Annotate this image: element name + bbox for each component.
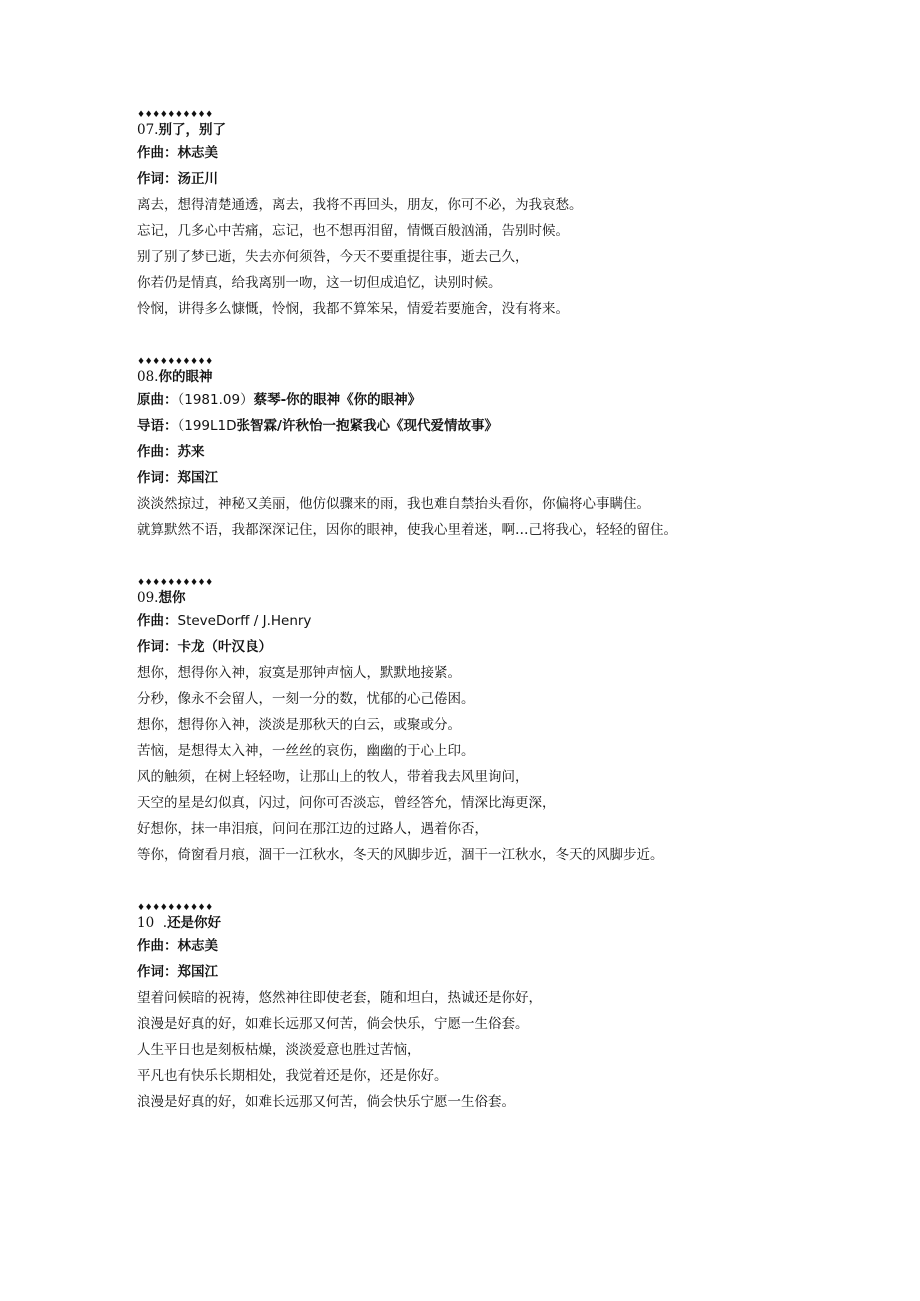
- section-divider: ♦♦♦♦♦♦♦♦♦♦: [137, 110, 213, 120]
- lyricist-credit: 作词：郑国江: [137, 964, 218, 980]
- lyricist-credit: 作词：卡龙（叶汉良）: [137, 639, 272, 655]
- composer-credit: 作曲：林志美: [137, 938, 218, 954]
- guide-credit: 导语：（199L1D张智霖/许秋怡一抱紧我心《现代爱情故事》: [137, 418, 498, 434]
- lyric-line: 苦恼，是想得太入神，一丝丝的哀伤，幽幽的于心上印。: [137, 743, 475, 759]
- lyric-line: 望着问候暗的祝祷，悠然神往即使老套，随和坦白，热诚还是你好，: [137, 990, 542, 1006]
- lyric-line: 等你，倚窗看月痕，涸干一江秋水，冬天的风脚步近，涸干一江秋水，冬天的风脚步近。: [137, 847, 664, 863]
- section-divider: ♦♦♦♦♦♦♦♦♦♦: [137, 578, 213, 588]
- lyric-line: 天空的星是幻似真，闪过，问你可否淡忘，曾经答允，情深比海更深，: [137, 795, 556, 811]
- song-title: 09.想你: [137, 590, 186, 606]
- lyric-line: 人生平日也是刻板枯燥，淡淡爱意也胜过苦恼，: [137, 1042, 421, 1058]
- lyric-line: 风的触须，在树上轻轻吻，让那山上的牧人，带着我去风里询问，: [137, 769, 529, 785]
- lyric-line: 浪漫是好真的好，如难长远那又何苦，倘会快乐，宁愿一生俗套。: [137, 1016, 529, 1032]
- song-section-08: [137, 353, 837, 543]
- lyric-line: 离去，想得清楚通透，离去，我将不再回头，朋友，你可不必，为我哀愁。: [137, 197, 583, 213]
- song-title: 10 .还是你好: [137, 915, 222, 931]
- composer-credit: 作曲：SteveDorff / J.Henry: [137, 613, 312, 629]
- song-section-09: [137, 574, 837, 868]
- lyric-line: 想你，想得你入神，淡淡是那秋天的白云，或聚或分。: [137, 717, 461, 733]
- lyric-line: 就算默然不语，我都深深记住，因你的眼神，使我心里着迷，啊…己将我心，轻轻的留住。: [137, 522, 677, 538]
- lyric-line: 怜悯，讲得多么慷慨，怜悯，我都不算笨呆，情爱若要施舍，没有将来。: [137, 301, 569, 317]
- lyricist-credit: 作词：汤正川: [137, 171, 218, 187]
- lyric-line: 忘记，几多心中苦痛，忘记，也不想再泪留，情慨百般汹涌，告别时候。: [137, 223, 569, 239]
- song-title: 08.你的眼神: [137, 369, 213, 385]
- lyric-line: 你若仍是情真，给我离别一吻，这一切但成追忆，诀别时候。: [137, 275, 502, 291]
- lyrics-document: [137, 106, 837, 1146]
- lyric-line: 想你，想得你入神，寂寞是那钟声恼人，默默地接紧。: [137, 665, 461, 681]
- song-title: 07.别了，别了: [137, 122, 226, 138]
- section-divider: ♦♦♦♦♦♦♦♦♦♦: [137, 357, 213, 367]
- origin-credit: 原曲：（1981.09）蔡琴-你的眼神《你的眼神》: [137, 392, 422, 408]
- composer-credit: 作曲：苏来: [137, 444, 205, 460]
- composer-credit: 作曲：林志美: [137, 145, 218, 161]
- lyric-line: 好想你，抹一串泪痕，问问在那江边的过路人，遇着你否，: [137, 821, 488, 837]
- song-section-07: [137, 106, 837, 322]
- section-divider: ♦♦♦♦♦♦♦♦♦♦: [137, 903, 213, 913]
- lyricist-credit: 作词：郑国江: [137, 470, 218, 486]
- song-section-10: [137, 899, 837, 1115]
- lyric-line: 分秒，像永不会留人，一刻一分的数，忧郁的心己倦困。: [137, 691, 475, 707]
- lyric-line: 别了别了梦已逝，失去亦何须咎，今天不要重提往事，逝去己久，: [137, 249, 529, 265]
- lyric-line: 平凡也有快乐长期相处，我觉着还是你，还是你好。: [137, 1068, 448, 1084]
- lyric-line: 浪漫是好真的好，如难长远那又何苦，倘会快乐宁愿一生俗套。: [137, 1094, 515, 1110]
- lyric-line: 淡淡然掠过，神秘又美丽，他仿似骤来的雨，我也难自禁抬头看你，你偏将心事瞒住。: [137, 496, 650, 512]
